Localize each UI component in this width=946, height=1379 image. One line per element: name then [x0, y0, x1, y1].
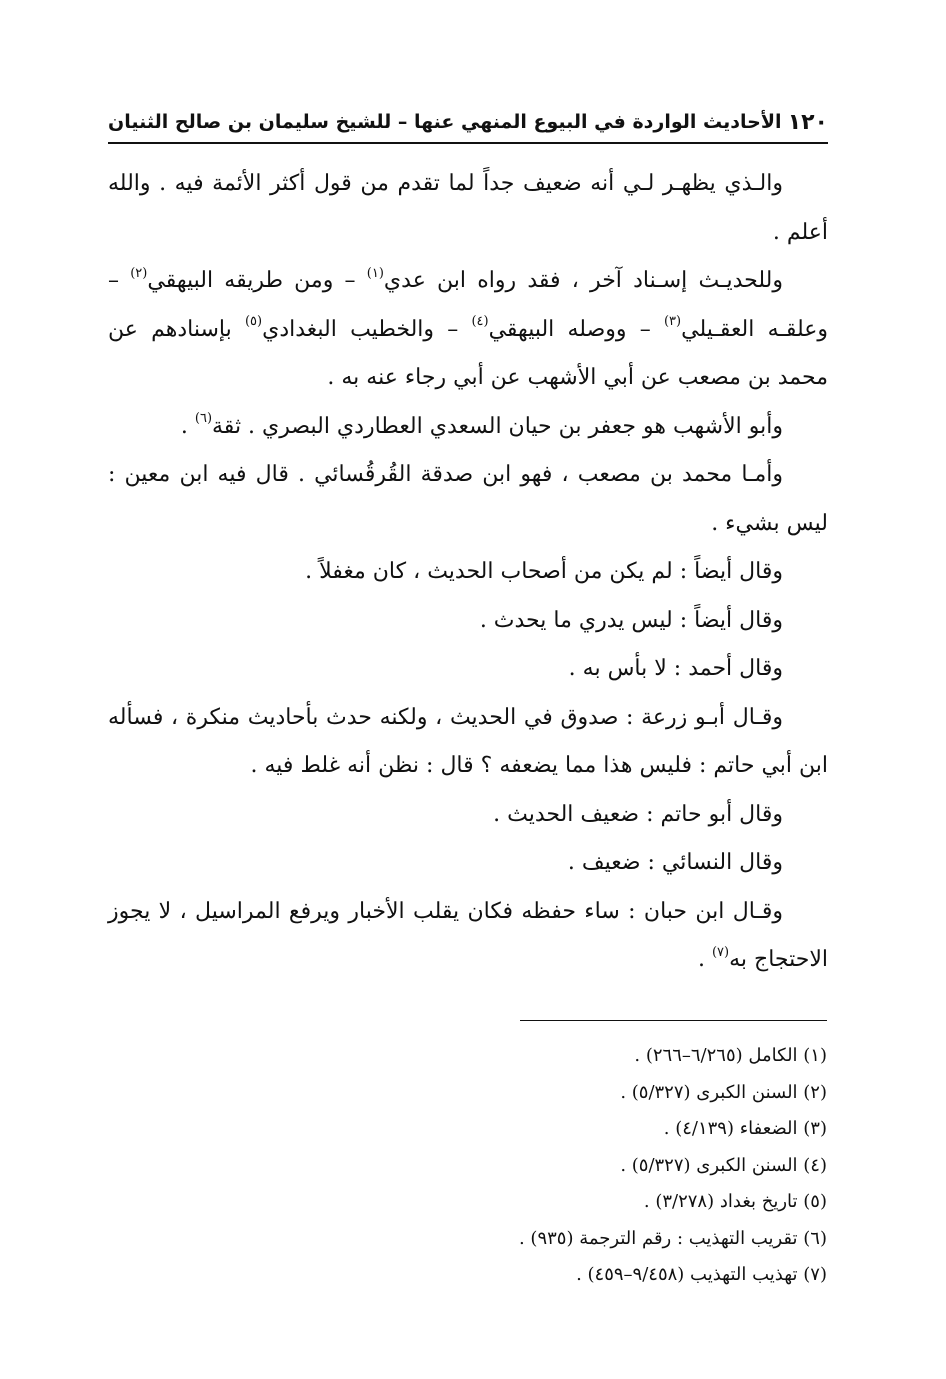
footnote: (٤) السنن الكبرى (٥/٣٢٧) .: [620, 1154, 827, 1176]
footnote-ref: (٥): [244, 314, 263, 330]
text-run: – ومن طريقه البيهقي: [147, 268, 367, 293]
footnote-ref: (١): [366, 265, 384, 281]
paragraph: وقال أيضاً : لم يكن من أصحاب الحديث ، كان مغفلاً .: [305, 559, 783, 584]
footnote: (٥) تاريخ بغداد (٣/٢٧٨) .: [643, 1191, 827, 1212]
text-run: .: [697, 947, 712, 972]
text-run: – ووصله البيهقي: [488, 316, 664, 342]
text-run: .: [180, 413, 195, 439]
footnotes: [300, 1038, 827, 1294]
footnote: (٦) تقريب التهذيب : رقم الترجمة (٩٣٥) .: [518, 1227, 827, 1249]
paragraph: [108, 257, 828, 403]
paragraph: وأمـا محمد بن مصعب ، فهو ابن صدقة القُرقُسائي . قال فيه ابن معين : ليس بشيء .: [108, 462, 828, 536]
paragraph: وقال أيضاً : ليس يدري ما يحدث .: [479, 607, 783, 633]
footnote-ref: (٤): [471, 314, 489, 330]
paragraph: [108, 888, 828, 985]
paragraph: وقـال أبـو زرعة : صدوق في الحديث ، ولكنه حدث بأحاديث منكرة ، فسأله ابن أبي حاتم : فليس هذا مما يضعفه ؟ قال : نظن أنه غلط فيه .: [108, 704, 828, 778]
footnote-ref: (٣): [663, 314, 682, 330]
footnote: (٢) السنن الكبرى (٥/٣٢٧) .: [620, 1081, 827, 1103]
footnote-ref: (٦): [194, 411, 213, 427]
text-run: بإسنادهم عن محمد بن مصعب عن أبي الأشهب عن أبي رجاء عنه به .: [108, 316, 828, 390]
text-run: وللحديـث إسـناد آخر ، فقد رواه ابن عدي: [383, 268, 783, 293]
main-text: [108, 160, 828, 985]
page-header: [108, 104, 828, 144]
text-run: – والخطيب البغدادي: [262, 316, 472, 342]
footnote: (١) الكامل (٦/٢٦٥–٢٦٦) .: [634, 1045, 827, 1066]
footnote-ref: (٢): [130, 265, 148, 281]
text-run: وأبو الأشهب هو جعفر بن حيان السعدي العطاردي البصري . ثقة: [212, 413, 783, 439]
footnote: (٧) تهذيب التهذيب (٩/٤٥٨–٤٥٩) .: [576, 1264, 827, 1285]
footnote-divider: [520, 1020, 827, 1021]
paragraph: [108, 403, 828, 452]
paragraph: وقال أبو حاتم : ضعيف الحديث .: [493, 801, 783, 827]
paragraph: وقال أحمد : لا بأس به .: [568, 656, 783, 681]
paragraph: وقال النسائي : ضعيف .: [567, 850, 783, 875]
footnote-ref: (٧): [711, 944, 730, 960]
page-number: ١٢٠: [787, 109, 828, 135]
footnote: (٣) الضعفاء (٤/١٣٩) .: [663, 1118, 827, 1139]
paragraph: والـذي يظهـر لـي أنه ضعيف جداً لما تقدم من قول أكثر الأئمة فيه . والله أعلم .: [108, 171, 828, 245]
text-run: – وعلقـه العقـيلي: [108, 268, 828, 342]
running-title: الأحاديث الواردة في البيوع المنهي عنها – للشيخ سليمان بن صالح الثنيان: [108, 111, 782, 133]
text-run: وقـال ابن حبان : ساء حفظه فكان يقلب الأخبار ويرفع المراسيل ، لا يجوز الاحتجاج به: [108, 898, 828, 972]
